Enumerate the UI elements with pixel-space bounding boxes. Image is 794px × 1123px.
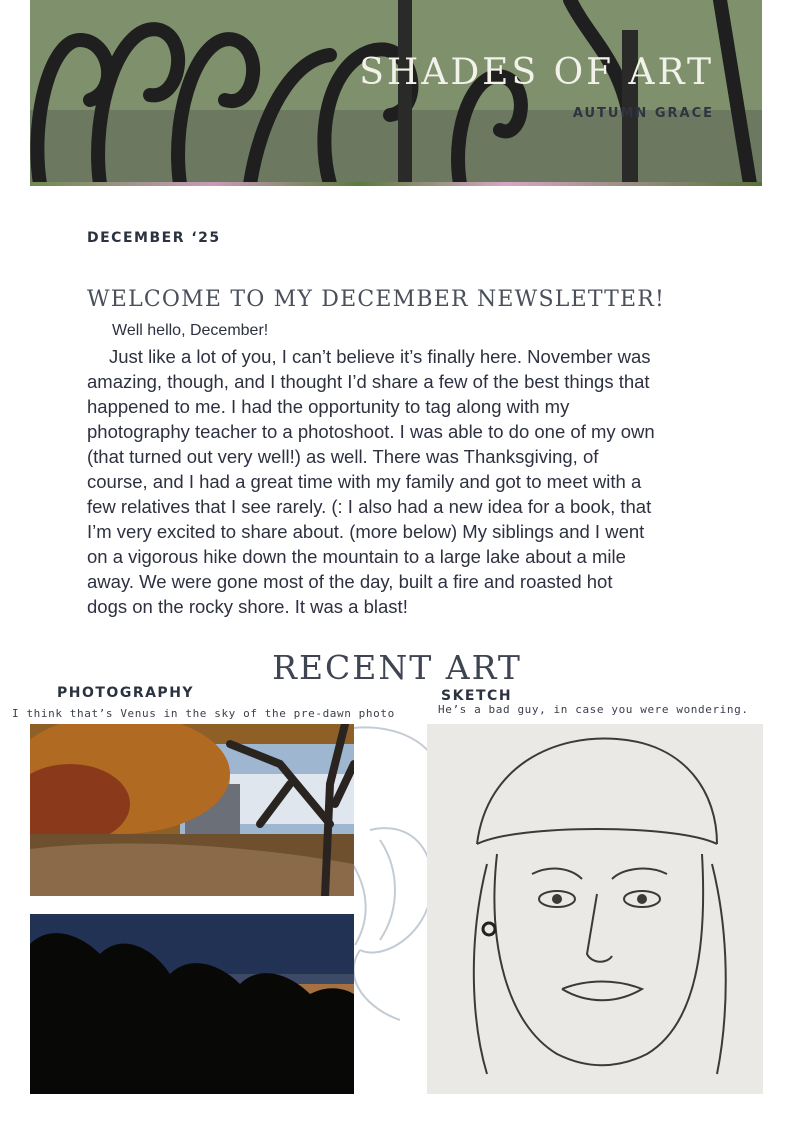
header-banner xyxy=(30,0,762,184)
pencil-sketch-portrait xyxy=(427,724,763,1094)
masthead-title: SHADES OF ART xyxy=(359,52,714,93)
photography-label: PHOTOGRAPHY xyxy=(57,685,195,701)
greeting-line: Well hello, December! xyxy=(112,322,269,339)
issue-date: DECEMBER ‘25 xyxy=(87,230,221,246)
photography-caption: I think that’s Venus in the sky of the pre-dawn photo xyxy=(12,707,395,720)
sketch-label: SKETCH xyxy=(441,688,513,704)
autumn-landscape-photo xyxy=(30,724,354,896)
page-title: WELCOME TO MY DECEMBER NEWSLETTER! xyxy=(87,286,666,312)
sketch-caption: He’s a bad guy, in case you were wondering. xyxy=(438,703,749,716)
pre-dawn-photo xyxy=(30,914,354,1094)
recent-art-title: RECENT ART xyxy=(272,648,522,687)
masthead-author: AUTUMN GRACE xyxy=(572,106,714,121)
banner-divider xyxy=(30,182,762,186)
newsletter-body: Just like a lot of you, I can’t believe it’s finally here. November was amazing, though, and I thought I’d share a few of the best things that happened to me. I had the opportunity to tag along with my photography teacher to a photoshoot. I was able to do one of my own (that turned out very well!) as well. There was Thanksgiving, of course, and I had a great time with my family and got to meet with a few relatives that I see rarely. (: I also had a new idea for a book, that I’m very excited to share about. (more below) My siblings and I went on a vigorous hike down the mountain to a large lake about a mile away. We were gone most of the day, built a fire and roasted hot dogs on the rocky shore. It was a blast! xyxy=(87,346,655,617)
